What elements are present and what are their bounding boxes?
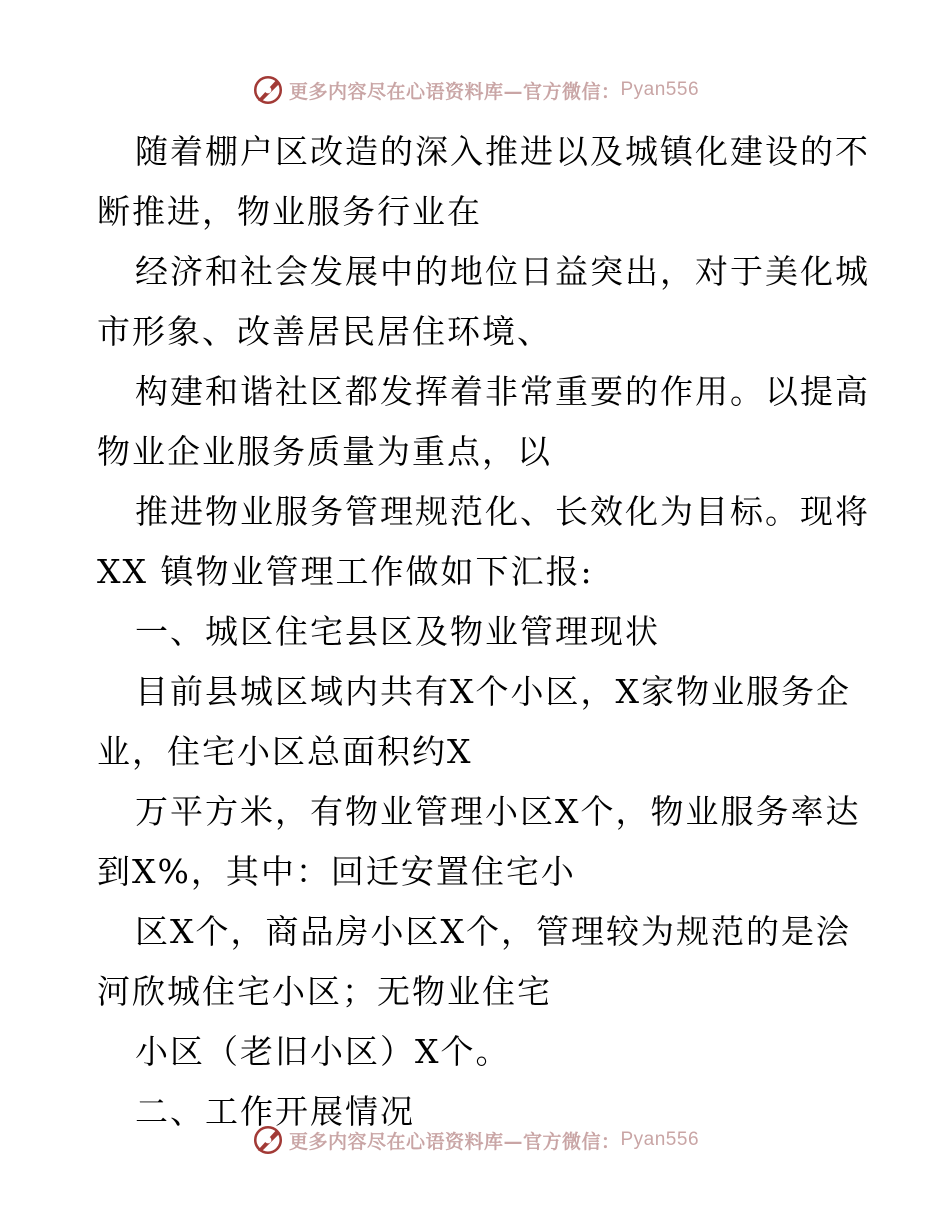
watermark-id: Pyan556 bbox=[620, 79, 700, 100]
text-line: 一、城区住宅县区及物业管理现状 bbox=[135, 612, 660, 651]
text-line: 目前县城区域内共有X个小区，X家物业服务企 bbox=[135, 672, 851, 711]
pen-seal-icon bbox=[251, 1123, 285, 1157]
text-line: 市形象、改善居民居住环境、 bbox=[97, 312, 552, 351]
text-line: 万平方米，有物业管理小区X个，物业服务率达 bbox=[135, 792, 861, 831]
document-body bbox=[97, 122, 870, 1142]
footer-watermark bbox=[0, 1120, 950, 1160]
text-line: 物业企业服务质量为重点，以 bbox=[97, 432, 552, 471]
text-line: 二、工作开展情况 bbox=[135, 1092, 415, 1131]
text-line: 经济和社会发展中的地位日益突出，对于美化城 bbox=[135, 252, 870, 291]
text-line: 随着棚户区改造的深入推进以及城镇化建设的不 bbox=[135, 132, 870, 171]
pen-seal-icon bbox=[251, 73, 285, 107]
watermark-text: 更多内容尽在心语资料库—官方微信： bbox=[288, 80, 621, 103]
text-line: 小区（老旧小区）X个。 bbox=[135, 1032, 511, 1071]
header-watermark bbox=[0, 70, 950, 110]
text-line: 构建和谐社区都发挥着非常重要的作用。以提高 bbox=[135, 372, 870, 411]
text-line: 到X%，其中：回迁安置住宅小 bbox=[97, 852, 576, 891]
text-line: 断推进，物业服务行业在 bbox=[97, 192, 482, 231]
watermark-id: Pyan556 bbox=[620, 1129, 700, 1150]
text-line: 推进物业服务管理规范化、长效化为目标。现将 bbox=[135, 492, 870, 531]
text-line: 业，住宅小区总面积约X bbox=[97, 732, 473, 771]
text-line: XX 镇物业管理工作做如下汇报: bbox=[97, 552, 594, 591]
text-line: 河欣城住宅小区；无物业住宅 bbox=[97, 972, 552, 1011]
text-line: 区X个，商品房小区X个，管理较为规范的是浍 bbox=[135, 912, 851, 951]
watermark-text: 更多内容尽在心语资料库—官方微信： bbox=[288, 1130, 621, 1153]
